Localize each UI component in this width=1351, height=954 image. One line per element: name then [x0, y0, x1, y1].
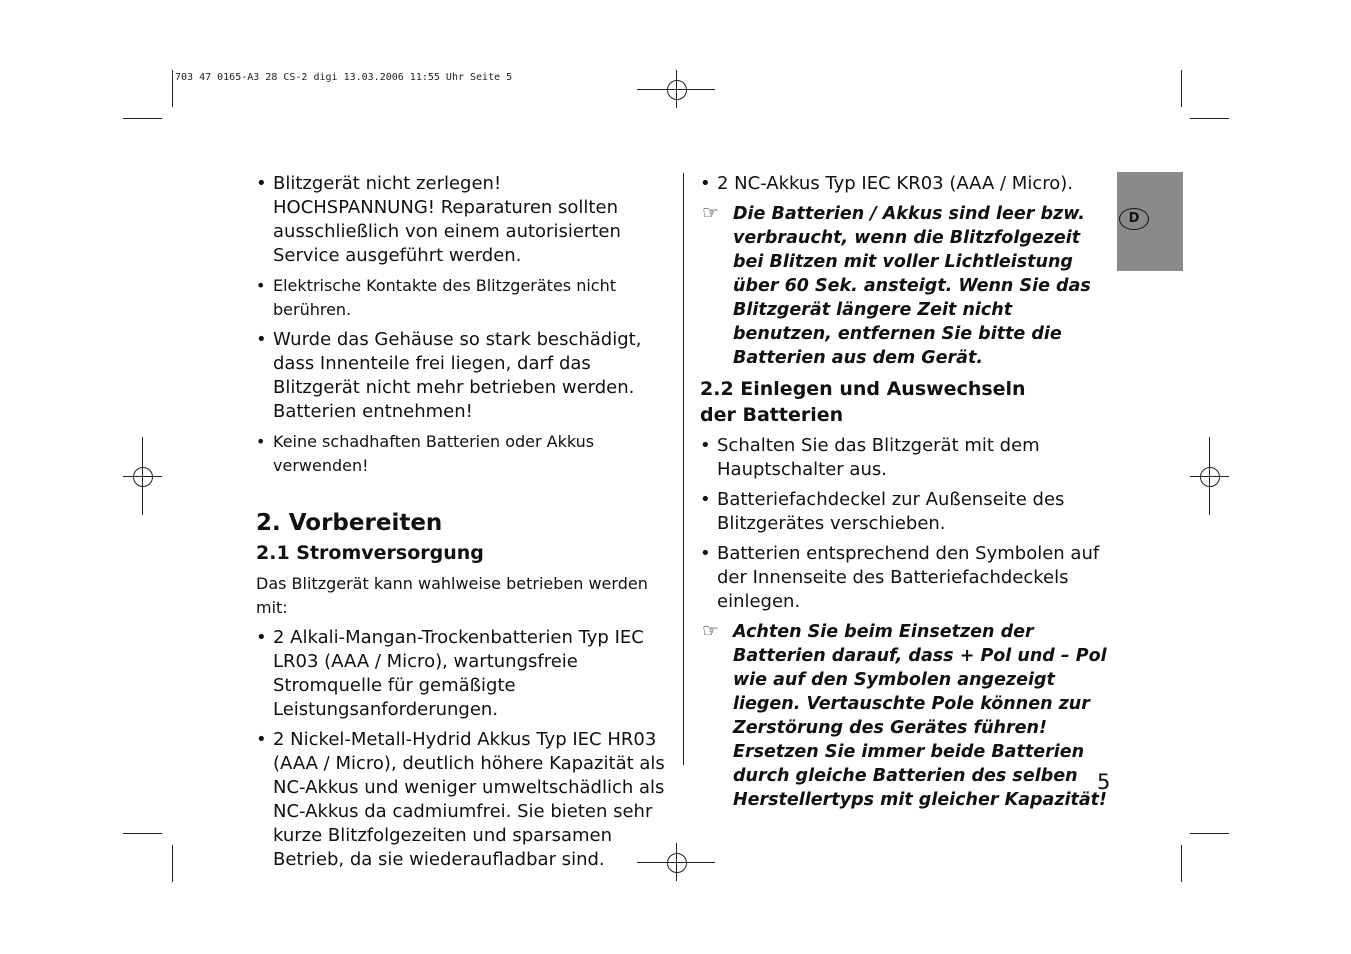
- list-item: [256, 328, 668, 424]
- registration-mark-right: [1190, 437, 1229, 515]
- column-divider: [683, 173, 684, 765]
- list-item-text: 2 Nickel-Metall-Hydrid Akkus Typ IEC HR03 (AAA / Micro), deutlich höhere Kapazität als NC-Akkus und weniger umweltschädlich als NC-Akkus da cadmiumfrei. Sie bieten sehr kurze Blitzfolgezeiten und sparsamen Betrieb, da sie wiederaufladbar sind.: [273, 729, 665, 870]
- right-column: [700, 172, 1112, 818]
- crop-mark: [1190, 118, 1229, 119]
- list-item: [700, 434, 1112, 482]
- left-column: [256, 172, 668, 878]
- bullet-icon: •: [700, 543, 711, 564]
- crop-mark: [172, 845, 173, 882]
- list-item-text: Batterien entsprechend den Symbolen auf der Innenseite des Batteriefachdeckels einlegen.: [717, 543, 1100, 612]
- list-item-text: 2 Alkali-Mangan-Trockenbatterien Typ IEC LR03 (AAA / Micro), wartungsfreie Stromquelle für gemäßigte Leistungsanforderungen.: [273, 627, 644, 720]
- list-item-text: Blitzgerät nicht zerlegen! HOCHSPANNUNG! Reparaturen sollten ausschließlich von einem autorisierten Service ausgeführt werden.: [273, 173, 621, 266]
- note-block: [700, 202, 1112, 370]
- bullet-icon: •: [256, 329, 267, 350]
- registration-mark-top: [637, 70, 715, 108]
- list-item-text: 2 NC-Akkus Typ IEC KR03 (AAA / Micro).: [717, 173, 1073, 194]
- bullet-icon: •: [256, 729, 267, 750]
- registration-mark-left: [123, 437, 162, 515]
- bullet-icon: •: [256, 432, 266, 451]
- list-item-text: Elektrische Kontakte des Blitzgerätes nicht berühren.: [273, 276, 617, 319]
- crop-mark: [1181, 845, 1182, 882]
- bullet-icon: •: [700, 173, 711, 194]
- bullet-icon: •: [256, 173, 267, 194]
- language-badge: D: [1119, 208, 1149, 230]
- bullet-icon: •: [700, 435, 711, 456]
- list-item-text: Batteriefachdeckel zur Außenseite des Blitzgerätes verschieben.: [717, 489, 1065, 534]
- pointing-hand-icon: ☞: [702, 620, 720, 642]
- crop-mark: [123, 833, 162, 834]
- list-item-text: Schalten Sie das Blitzgerät mit dem Hauptschalter aus.: [717, 435, 1040, 480]
- list-item-text: Wurde das Gehäuse so stark beschädigt, dass Innenteile frei liegen, darf das Blitzgerät nicht mehr betrieben werden. Batterien entnehmen!: [273, 329, 642, 422]
- note-block: [700, 620, 1112, 812]
- list-item: [256, 626, 668, 722]
- list-item: [700, 172, 1112, 196]
- bullet-icon: •: [700, 489, 711, 510]
- intro-paragraph: Das Blitzgerät kann wahlweise betrieben werden mit:: [256, 574, 648, 617]
- list-item: [256, 728, 668, 872]
- note-text: Achten Sie beim Einsetzen der Batterien darauf, dass + Pol und – Pol wie auf den Symbolen angezeigt liegen. Vertauschte Pole können zur Zerstörung des Gerätes führen! Ersetzen Sie immer beide Batterien durch gleiche Batterien des selben Herstellertyps mit gleicher Kapazität!: [733, 622, 1108, 810]
- crop-mark: [123, 118, 162, 119]
- list-item: [700, 542, 1112, 614]
- crop-mark: [1181, 70, 1182, 107]
- list-item-text: Keine schadhaften Batterien oder Akkus verwenden!: [273, 432, 595, 475]
- list-item: [256, 430, 668, 478]
- note-text: Die Batterien / Akkus sind leer bzw. verbraucht, wenn die Blitzfolgezeit bei Blitzen mit voller Lichtleistung über 60 Sek. ansteigt. Wenn Sie das Blitzgerät längere Zeit nicht benutzen, entfernen Sie bitte die Batterien aus dem Gerät.: [733, 204, 1091, 368]
- bullet-icon: •: [256, 276, 266, 295]
- subsection-heading: 2.1 Stromversorgung: [256, 542, 484, 564]
- crop-mark: [172, 70, 173, 107]
- section-heading: 2. Vorbereiten: [256, 510, 443, 536]
- pointing-hand-icon: ☞: [702, 202, 720, 224]
- list-item: [256, 172, 668, 268]
- print-slug: 703 47 0165-A3 28 CS-2 digi 13.03.2006 11:55 Uhr Seite 5: [175, 72, 513, 83]
- page-number: 5: [1097, 770, 1111, 794]
- list-item: [256, 274, 668, 322]
- subsection-heading: 2.2 Einlegen und Auswechseln der Batterien: [700, 378, 1026, 426]
- list-item: [700, 488, 1112, 536]
- crop-mark: [1190, 833, 1229, 834]
- bullet-icon: •: [256, 627, 267, 648]
